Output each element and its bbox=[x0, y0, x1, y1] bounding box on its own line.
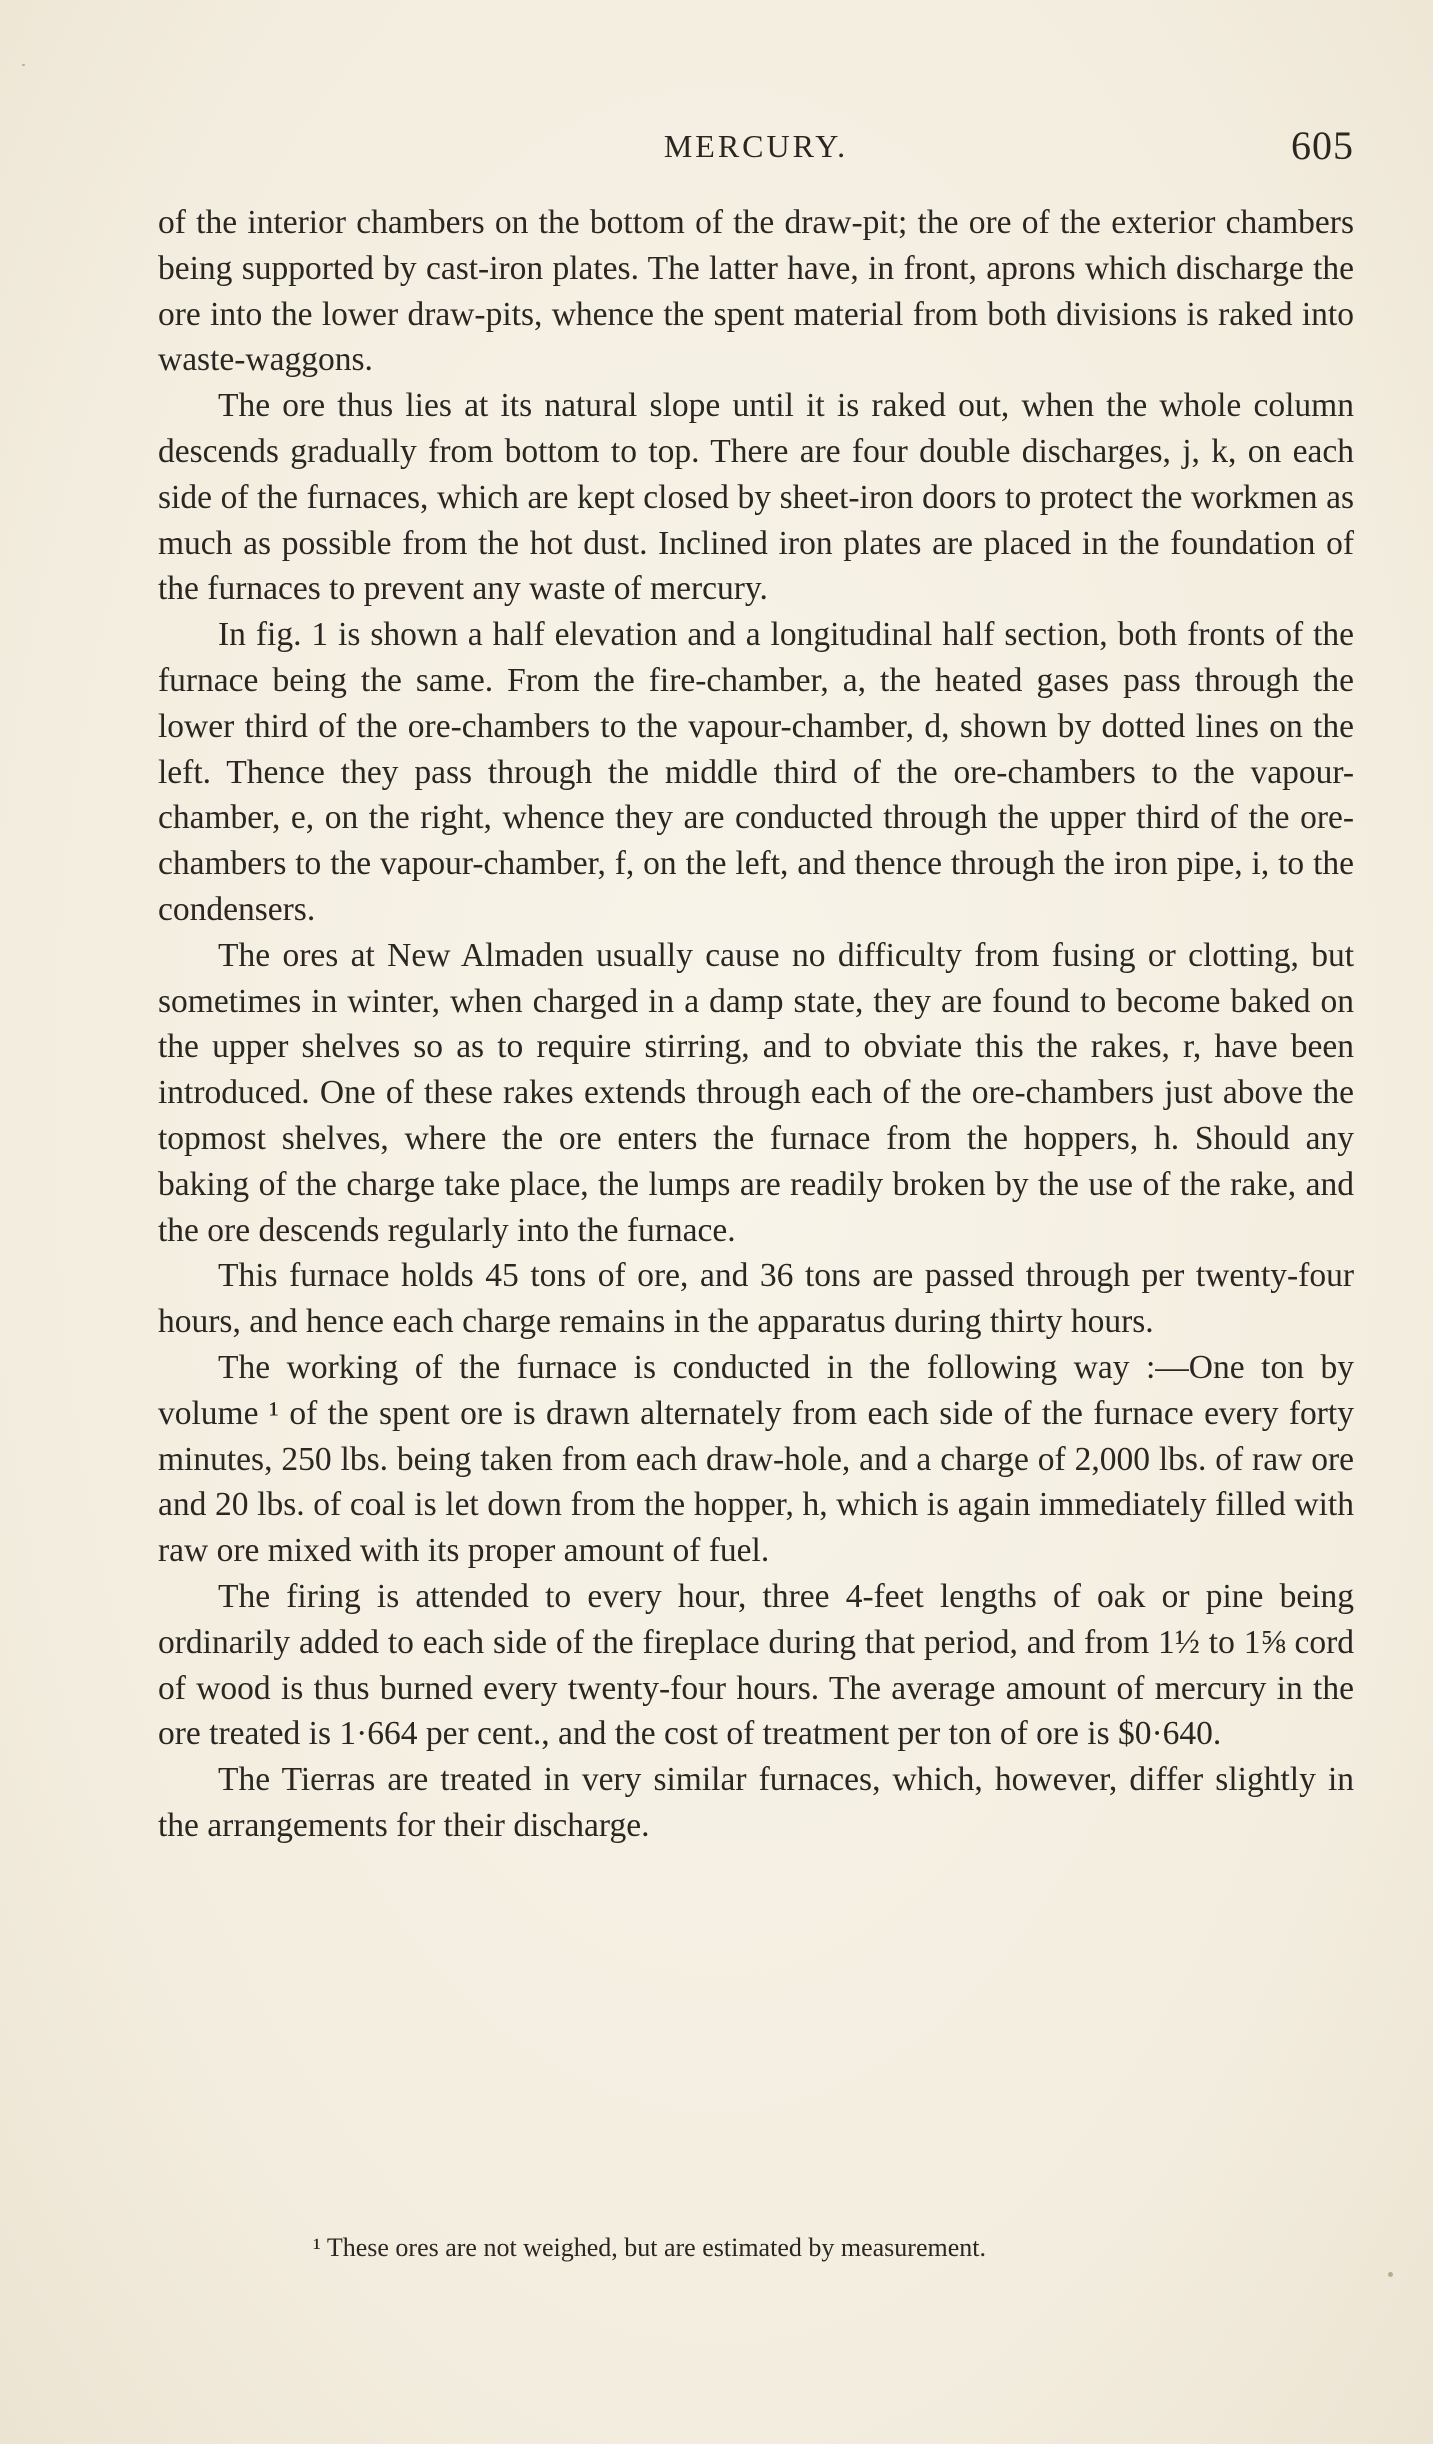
paragraph-6: The working of the furnace is conducted in the following way :—One ton by volume ¹ of the spent ore is drawn alternately from each side of the furnace every forty minutes, 250 lbs. being taken from each draw-hole, and a charge of 2,000 lbs. of raw ore and 20 lbs. of coal is let down from the hopper, h, which is again immediately filled with raw ore mixed with its proper amount of fuel. bbox=[158, 1348, 1354, 1570]
paragraph-2: The ore thus lies at its natural slope until it is raked out, when the whole column descends gradually from bottom to top. There are four double discharges, j, k, on each side of the furnaces, which are kept closed by sheet-iron doors to protect the workmen as much as possible from the hot dust. Inclined iron plates are placed in the foundation of the furnaces to prevent any waste of mercury. bbox=[158, 387, 1354, 608]
body-text bbox=[158, 200, 1354, 1849]
paragraph-4: The ores at New Almaden usually cause no difficulty from fusing or clotting, but sometimes in winter, when charged in a damp state, they are found to become baked on the upper shelves so as to require stirring, and to obviate this the rakes, r, have been introduced. One of these rakes extends through each of the ore-chambers just above the topmost shelves, where the ore enters the furnace from the hoppers, h. Should any baking of the charge take place, the lumps are readily broken by the use of the rake, and the ore descends regularly into the furnace. bbox=[158, 936, 1354, 1249]
paragraph-8: The Tierras are treated in very similar furnaces, which, however, differ slightly in the arrangements for their discharge. bbox=[158, 1761, 1354, 1844]
paragraph-1: of the interior chambers on the bottom of the draw-pit; the ore of the exterior chambers being supported by cast-iron plates. The latter have, in front, aprons which discharge the ore into the lower draw-pits, whence the spent material from both divisions is raked into waste-waggons. bbox=[158, 204, 1354, 379]
paragraph-5: This furnace holds 45 tons of ore, and 36 tons are passed through per twenty-four hours, and hence each charge remains in the apparatus during thirty hours. bbox=[158, 1257, 1354, 1341]
paragraph-3: In fig. 1 is shown a half elevation and a longitudinal half section, both fronts of the furnace being the same. From the fire-chamber, a, the heated gases pass through the lower third of the ore-chambers to the vapour-chamber, d, shown by dotted lines on the left. Thence they pass through the middle third of the ore-chambers to the vapour-chamber, e, on the right, whence they are conducted through the upper third of the ore-chambers to the vapour-chamber, f, on the left, and thence through the iron pipe, i, to the condensers. bbox=[158, 616, 1354, 928]
page-number: 605 bbox=[1291, 123, 1354, 168]
paper-speck bbox=[1388, 2272, 1393, 2277]
paragraph-7: The firing is attended to every hour, three 4-feet lengths of oak or pine being ordinarily added to each side of the fireplace during that period, and from 1½ to 1⅝ cord of wood is thus burned every twenty-four hours. The average amount of mercury in the ore treated is 1·664 per cent., and the cost of treatment per ton of ore is $0·640. bbox=[158, 1577, 1354, 1753]
running-head: MERCURY. bbox=[663, 128, 849, 164]
paper-speck bbox=[22, 64, 25, 66]
footnote: ¹ These ores are not weighed, but are estimated by measurement. bbox=[313, 2233, 986, 2262]
page-header bbox=[158, 122, 1354, 172]
